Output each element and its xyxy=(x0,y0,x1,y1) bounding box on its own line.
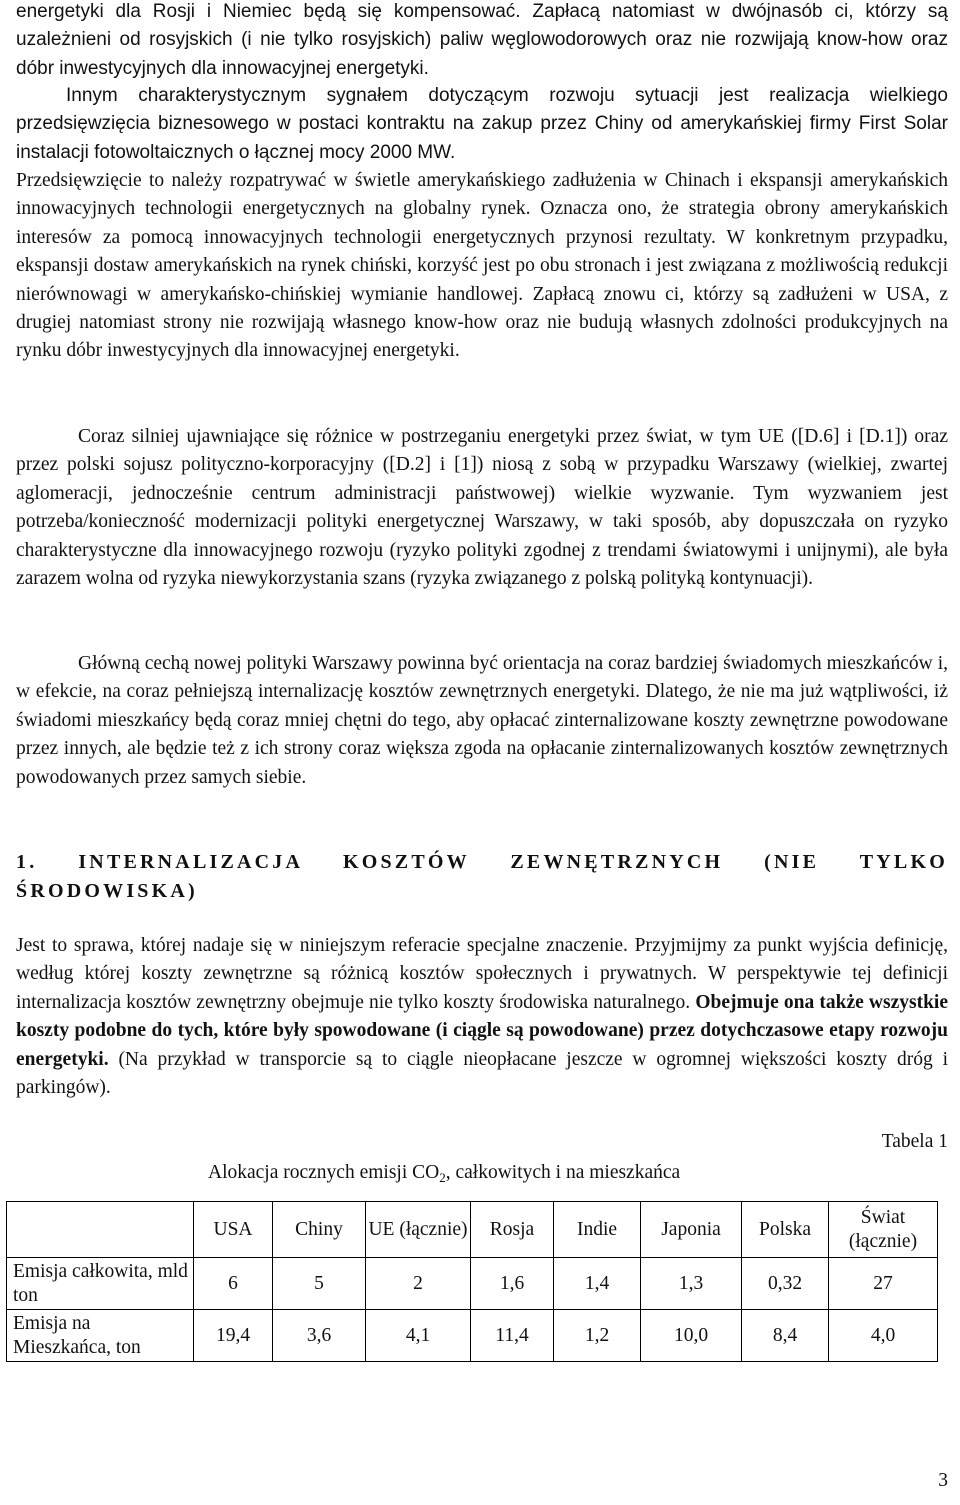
section-heading: 1. INTERNALIZACJA KOSZTÓW ZEWNĘTRZNYCH (NIE TYLKO ŚRODOWISKA) xyxy=(16,851,948,902)
caption-subscript: 2 xyxy=(439,1170,446,1185)
table-cell: 3,6 xyxy=(273,1310,366,1362)
paragraph-3: Przedsięwzięcie to należy rozpatrywać w świetle amerykańskiego zadłużenia w Chinach i ekspansji amerykańskich innowacyjnych technologii energetycznych na globalny rynek. Oznacza ono, że strategia obrony amerykańskich interesów za pomocą innowacyjnych technologii energetycznych przynosi rezultaty. W konkretnym przypadku, ekspansji dostaw amerykańskich na rynek chiński, korzyść jest po obu stronach i jest związana z możliwością redukcji nierównowagi w amerykańsko-chińskiej wymianie handlowej. Zapłacą znowu ci, którzy są zadłużeni w USA, z drugiej natomiast strony nie rozwijają własnego know-how oraz nie budują własnych zdolności produkcyjnych na rynku dóbr inwestycyjnych dla innowacyjnej energetyki. xyxy=(16,170,948,362)
header-cell: Chiny xyxy=(273,1202,366,1258)
paragraph-2: Innym charakterystycznym sygnałem dotyczącym rozwoju sytuacji jest realizacja wielkiego przedsięwzięcia biznesowego w postaci kontraktu na zakup przez Chiny od amerykańskiej firmy First Solar instalacji fotowoltaicznych o łącznej mocy 2000 MW. xyxy=(16,85,948,163)
caption-text: Alokacja rocznych emisji CO xyxy=(208,1162,440,1183)
table-header-row xyxy=(7,1202,938,1258)
table-cell: 1,6 xyxy=(471,1258,554,1310)
header-cell: UE (łącznie) xyxy=(366,1202,471,1258)
paragraph-6-bold: Obejmuje ona także wszystkie koszty podobne do tych, które były spowodowane (i ciągle są powodowane) przez dotychczasowe etapy rozwoju energetyki. xyxy=(16,991,949,1070)
caption-text-end: , całkowitych i na mieszkańca xyxy=(445,1162,681,1183)
paragraph-5: Główną cechą nowej polityki Warszawy powinna być orientacja na coraz bardziej świadomych mieszkańców i, w efekcie, na coraz pełniejszą internalizację kosztów zewnętrznych energetyki. Dlatego, że nie ma już wątpliwości, iż świadomi mieszkańcy będą coraz mniej chętni do tego, aby opłacać zinternalizowane koszty zewnętrzne powodowane przez innych, ale będzie też z ich strony coraz większa zgoda na opłacanie zinternalizowanych kosztów zewnętrznych powodowanych przez samych siebie. xyxy=(16,653,948,788)
table-cell: 11,4 xyxy=(471,1310,554,1362)
paragraph-6-part-c: (Na przykład w transporcie są to ciągle nieopłacane jeszcze w ogromnej większości koszty dróg i parkingów). xyxy=(16,1048,948,1099)
table-row xyxy=(7,1310,938,1362)
table-cell: 1,4 xyxy=(554,1258,641,1310)
table-cell: 6 xyxy=(194,1258,273,1310)
table-cell: 27 xyxy=(829,1258,938,1310)
page-number: 3 xyxy=(938,1470,948,1491)
header-cell: Polska xyxy=(742,1202,829,1258)
table-row xyxy=(7,1258,938,1310)
table-caption xyxy=(208,1162,680,1186)
header-cell: Świat (łącznie) xyxy=(829,1202,938,1258)
table-cell: 2 xyxy=(366,1258,471,1310)
header-cell: Indie xyxy=(554,1202,641,1258)
table-corner-cell xyxy=(7,1202,194,1258)
table-label: Tabela 1 xyxy=(881,1131,948,1152)
header-cell: Japonia xyxy=(641,1202,742,1258)
paragraph-6 xyxy=(16,932,948,1102)
table-cell: 1,3 xyxy=(641,1258,742,1310)
paragraph-1: energetyki dla Rosji i Niemiec będą się kompensować. Zapłacą natomiast w dwójnasób ci, którzy są uzależnieni od rosyjskich (i nie tylko rosyjskich) paliw węglowodorowych oraz nie rozwijają know-how oraz dóbr inwestycyjnych dla innowacyjnej energetyki. xyxy=(16,1,948,79)
table-cell: 10,0 xyxy=(641,1310,742,1362)
emissions-table xyxy=(6,1201,938,1362)
row-label: Emisja na Mieszkańca, ton xyxy=(7,1310,194,1362)
table-cell: 0,32 xyxy=(742,1258,829,1310)
paragraph-6-part-a: Jest to sprawa, której nadaje się w niniejszym referacie specjalne znaczenie. Przyjmijmy za punkt wyjścia definicję, według której koszty zewnętrzne są różnicą kosztów społecznych i prywatnych. W perspektywie tej definicji internalizacja kosztów zewnętrzny obejmuje nie tylko koszty środowiska naturalnego. xyxy=(16,935,948,1013)
table-cell: 8,4 xyxy=(742,1310,829,1362)
table-cell: 4,1 xyxy=(366,1310,471,1362)
table-cell: 1,2 xyxy=(554,1310,641,1362)
header-cell: Rosja xyxy=(471,1202,554,1258)
table-cell: 5 xyxy=(273,1258,366,1310)
row-label: Emisja całkowita, mld ton xyxy=(7,1258,194,1310)
header-cell: USA xyxy=(194,1202,273,1258)
paragraph-4: Coraz silniej ujawniające się różnice w postrzeganiu energetyki przez świat, w tym UE ([D.6] i [D.1]) oraz przez polski sojusz polityczno-korporacyjny ([D.2] i [1]) niosą z sobą w przypadku Warszawy (wielkiej, zwartej aglomeracji, jednocześnie centrum administracji państwowej) wielkie wyzwanie. Tym wyzwaniem jest potrzeba/konieczność modernizacji polityki energetycznej Warszawy, w taki sposób, aby dopuszczała on ryzyko charakterystyczne dla innowacyjnego rozwoju (ryzyko polityki zgodnej z trendami światowymi i unijnymi), ale była zarazem wolna od ryzyka niewykorzystania szans (ryzyka związanego z polską polityką kontynuacji). xyxy=(16,426,948,590)
table-cell: 19,4 xyxy=(194,1310,273,1362)
table-cell: 4,0 xyxy=(829,1310,938,1362)
